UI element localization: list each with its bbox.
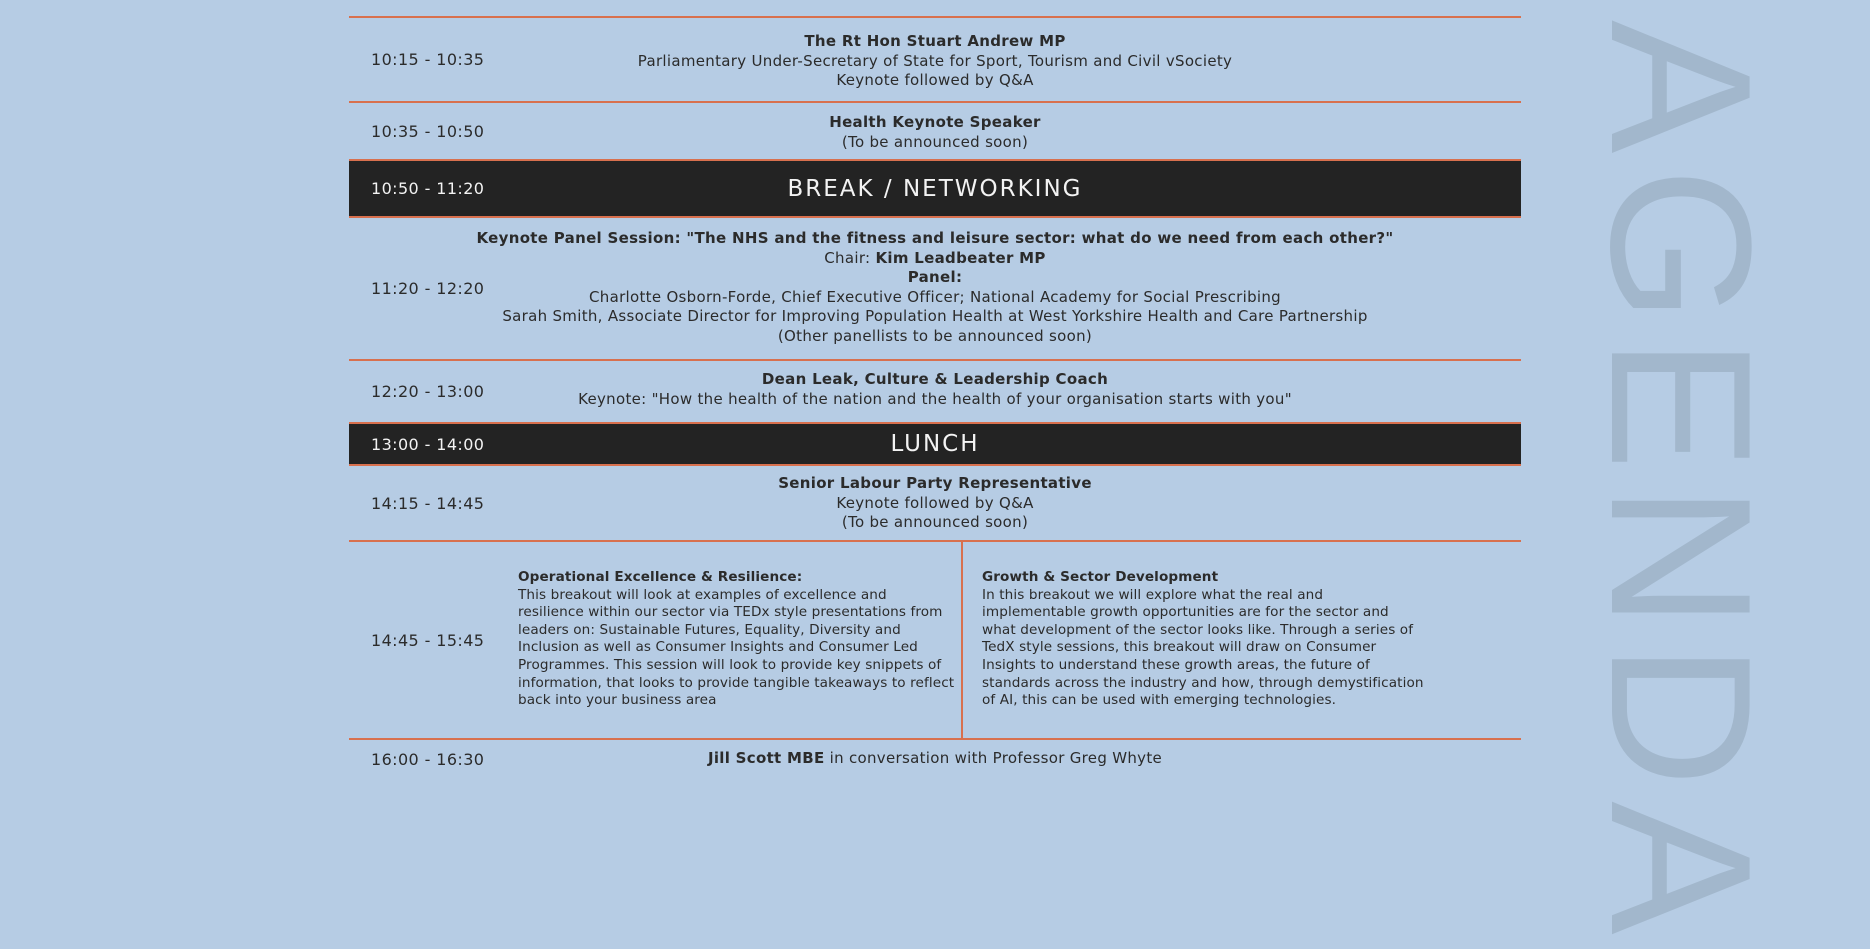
breakout-line: resilience within our sector via TEDx style presentations from — [518, 604, 943, 621]
breakout-line: information, that looks to provide tangible takeaways to reflect — [518, 674, 955, 691]
panel-label: Panel: — [907, 268, 963, 287]
breakout-line: what development of the sector looks like. Through a series of — [982, 621, 1414, 638]
row-title-suffix: in conversation with Professor Greg Whyte — [824, 749, 1163, 767]
breakout-line: leaders on: Sustainable Futures, Equality, Diversity and — [518, 621, 901, 638]
agenda-side-title: AGENDA — [1569, 20, 1792, 949]
agenda-row — [349, 101, 1521, 159]
row-time: 12:20 - 13:00 — [371, 382, 485, 401]
row-line: Keynote: "How the health of the nation and the health of your organisation starts with you" — [578, 389, 1292, 408]
row-line: Charlotte Osborn-Forde, Chief Executive Officer; National Academy for Social Prescribing — [589, 287, 1281, 306]
lunch-title: LUNCH — [890, 431, 980, 457]
row-time: 14:15 - 14:45 — [371, 493, 485, 513]
lunch-row — [349, 422, 1521, 464]
break-row — [349, 159, 1521, 216]
row-time: 16:00 - 16:30 — [371, 750, 485, 769]
row-title: Health Keynote Speaker — [829, 113, 1041, 131]
breakout-right — [982, 569, 1424, 710]
row-title: Dean Leak, Culture & Leadership Coach — [761, 370, 1109, 388]
row-line: Sarah Smith, Associate Director for Improving Population Health at West Yorkshire Health and Care Partnership — [502, 307, 1368, 326]
row-time: 10:50 - 11:20 — [371, 179, 485, 198]
breakout-line: of AI, this can be used with emerging technologies. — [982, 692, 1337, 709]
row-line: Parliamentary Under-Secretary of State for Sport, Tourism and Civil vSociety — [637, 51, 1233, 70]
breakout-line: Programmes. This session will look to provide key snippets of — [518, 656, 942, 673]
breakout-line: TedX style sessions, this breakout will draw on Consumer — [982, 639, 1377, 656]
break-title: BREAK / NETWORKING — [787, 175, 1083, 202]
row-time: 11:20 - 12:20 — [371, 279, 485, 298]
row-time: 14:45 - 15:45 — [371, 630, 485, 650]
breakout-line: In this breakout we will explore what the real and — [982, 586, 1324, 603]
breakout-line: back into your business area — [518, 692, 717, 709]
row-time: 10:15 - 10:35 — [371, 50, 485, 69]
row-title: Senior Labour Party Representative — [778, 474, 1092, 492]
breakout-line: Inclusion as well as Consumer Insights and Consumer Led — [518, 639, 918, 656]
row-line: Keynote followed by Q&A — [836, 493, 1034, 512]
column-divider — [961, 542, 963, 738]
row-title: Jill Scott MBE — [707, 749, 825, 767]
row-time: 13:00 - 14:00 — [371, 434, 485, 454]
breakout-line: implementable growth opportunities are for the sector and — [982, 604, 1389, 621]
chair-label: Chair: — [824, 248, 871, 267]
row-line: (To be announced soon) — [841, 513, 1029, 532]
agenda-row — [349, 738, 1521, 778]
breakout-line: This breakout will look at examples of excellence and — [518, 586, 887, 603]
row-line: (To be announced soon) — [841, 132, 1029, 151]
agenda-row — [349, 359, 1521, 422]
breakout-row — [349, 540, 1521, 738]
row-line: (Other panellists to be announced soon) — [777, 326, 1093, 345]
agenda-table — [349, 16, 1521, 778]
row-line: Keynote followed by Q&A — [836, 71, 1034, 90]
row-title: Keynote Panel Session: "The NHS and the fitness and leisure sector: what do we need from each other?" — [476, 229, 1394, 247]
agenda-row — [349, 216, 1521, 359]
agenda-row — [349, 16, 1521, 101]
row-time: 10:35 - 10:50 — [371, 121, 485, 141]
agenda-row — [349, 464, 1521, 540]
row-title: The Rt Hon Stuart Andrew MP — [804, 32, 1066, 50]
breakout-line: Insights to understand these growth areas, the future of — [982, 656, 1370, 673]
breakout-left — [518, 569, 954, 710]
breakout-heading: Operational Excellence & Resilience: — [518, 569, 803, 585]
chair-name: Kim Leadbeater MP — [875, 248, 1046, 267]
breakout-line: standards across the industry and how, through demystification — [982, 674, 1424, 691]
breakout-heading: Growth & Sector Development — [982, 569, 1219, 585]
